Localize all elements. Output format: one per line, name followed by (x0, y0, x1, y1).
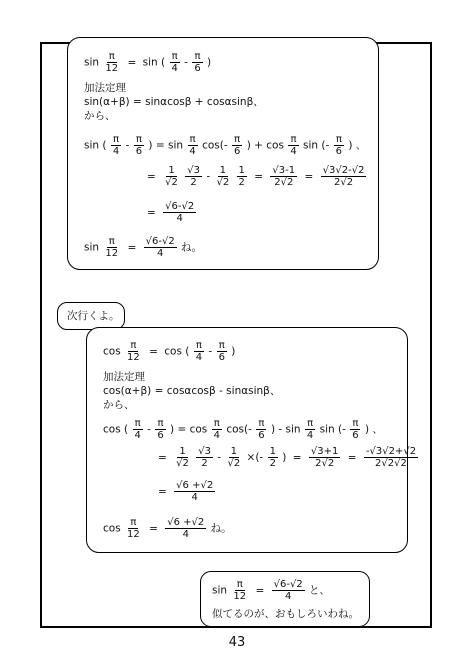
fraction (155, 418, 165, 441)
den: 12 (105, 63, 119, 74)
text: cos(- (202, 139, 228, 152)
text: - (208, 345, 213, 358)
text: ×(- (246, 451, 264, 464)
sin-result-line: sin $\frac{\pi}{12}$ = $\frac{√6-√2}{4}$ ね。 (84, 236, 203, 259)
next-bubble (57, 302, 125, 330)
num: √3√2-√2 (322, 165, 365, 176)
fraction (272, 579, 305, 602)
fraction (237, 165, 247, 188)
cos-derivation-box (86, 327, 417, 553)
den: 6 (335, 146, 343, 157)
text: ) 、 (364, 423, 383, 436)
den: 2√2 (333, 177, 354, 188)
cos-simplified-line: = $\frac{√6 +√2}{4}$ (158, 480, 214, 503)
expansion-line (84, 134, 366, 157)
den: 2√2 (274, 177, 294, 188)
den: 4 (176, 213, 183, 224)
num: √6 +√2 (176, 480, 214, 491)
text: cos ( (103, 423, 129, 436)
text: sin ( (84, 139, 107, 152)
next-text: 次行くよ。 (67, 310, 120, 322)
num: √6-√2 (145, 236, 175, 247)
text: sin (212, 584, 228, 597)
text: ) + cos (246, 139, 284, 152)
num: π (134, 418, 141, 429)
den: √2 (176, 458, 189, 469)
den: 4 (191, 492, 198, 503)
num: π (135, 134, 142, 145)
fraction (364, 446, 418, 469)
text: と、 (309, 584, 331, 597)
fraction (174, 446, 191, 469)
text: ね。 (181, 241, 203, 254)
num: √3+1 (310, 446, 339, 457)
den: 6 (135, 146, 143, 157)
text: sin (84, 241, 100, 254)
addition-theorem-heading-cos: 加法定理 (103, 371, 145, 383)
fraction (144, 236, 177, 259)
den: 4 (284, 591, 292, 602)
text: ) (231, 345, 236, 358)
text: cos(- (226, 423, 252, 436)
cos-numeric-line: = $\frac{1}{√2}$ $\frac{√3}{2}$ - $\frac{1}{√2}$ ×(- $\frac{1}{2}$ ) = $\frac{√3+1}{2√2}$ = $\frac{-√3√2+√2}{2√2√2}$ (158, 446, 417, 469)
den: √2 (216, 177, 230, 188)
num: √3 (187, 165, 200, 176)
fraction (212, 418, 222, 441)
den: 4 (171, 63, 178, 74)
fraction (309, 446, 340, 469)
text: ) - sin (270, 423, 301, 436)
text: - (125, 139, 130, 152)
fraction (192, 51, 202, 74)
num: π (108, 236, 115, 247)
fraction (134, 134, 144, 157)
num: -√3√2+√2 (365, 446, 417, 457)
num: √6 +√2 (167, 517, 205, 528)
text: ) (207, 56, 212, 69)
num: π (258, 418, 265, 429)
den: 2√2√2 (375, 458, 407, 469)
den: 4 (156, 248, 164, 259)
den: 12 (127, 529, 140, 540)
text: cos (103, 522, 121, 535)
den: 12 (105, 248, 119, 259)
num: 1 (230, 446, 237, 457)
num: π (108, 51, 115, 62)
fraction (187, 134, 197, 157)
num: π (213, 418, 220, 429)
den: 2√2 (315, 458, 335, 469)
num: π (236, 579, 243, 590)
num: π (218, 340, 225, 351)
fraction (334, 134, 344, 157)
den: 2 (190, 177, 197, 188)
den: 6 (157, 430, 164, 441)
fraction (225, 446, 242, 469)
text: ) = sin (148, 139, 184, 152)
fraction (103, 51, 120, 74)
fraction (125, 340, 142, 363)
fraction (125, 517, 142, 540)
den: 2 (238, 177, 245, 188)
den: 12 (127, 352, 140, 363)
num: √3 (198, 446, 211, 457)
fraction (232, 134, 242, 157)
comment-box (200, 571, 370, 627)
cos-result-line: cos $\frac{\pi}{12}$ = $\frac{√6 +√2}{4}$ ね。 (103, 517, 232, 540)
text: ) (282, 451, 287, 464)
text: sin (84, 56, 100, 69)
text: - (147, 423, 151, 436)
cos-title-line: cos $\frac{\pi}{12}$ = cos ( $\frac{\pi}{4}$ - $\frac{\pi}{6}$ ) (103, 340, 236, 363)
den: 4 (182, 529, 189, 540)
num: π (130, 340, 137, 351)
den: 4 (134, 430, 141, 441)
den: 2 (269, 458, 276, 469)
kara-text: から、 (84, 110, 116, 122)
num: π (290, 134, 297, 145)
fraction (196, 446, 213, 469)
fraction (321, 165, 367, 188)
fraction (132, 418, 142, 441)
fraction (163, 165, 180, 188)
den: 4 (213, 430, 220, 441)
num: 1 (179, 446, 186, 457)
text: - (206, 170, 211, 183)
num: √6-√2 (273, 579, 303, 590)
numeric-line: = $\frac{1}{√2}$ $\frac{√3}{2}$ - $\frac{1}{√2}$ $\frac{1}{2}$ = $\frac{√3-1}{2√2}$ = $\frac{√3√2-√2}{2√2}$ (147, 165, 365, 188)
num: π (194, 51, 201, 62)
num: π (234, 134, 241, 145)
fraction (288, 134, 298, 157)
text: cos ( (164, 345, 190, 358)
text: - (217, 451, 222, 464)
num: π (130, 517, 137, 528)
comment-line-1: sin $\frac{\pi}{12}$ = $\frac{√6-√2}{4}$ と、 (212, 579, 331, 602)
sin-derivation-box (67, 37, 379, 270)
text: sin (- (319, 423, 346, 436)
num: 1 (238, 165, 245, 176)
num: π (157, 418, 164, 429)
addition-theorem-heading: 加法定理 (84, 82, 126, 94)
fraction (231, 579, 248, 602)
num: π (307, 418, 314, 429)
comment-line-2: 似てるのが、おもしろいわね。 (212, 608, 359, 620)
den: √2 (227, 458, 241, 469)
num: π (189, 134, 196, 145)
num: 1 (269, 446, 276, 457)
den: 2 (201, 458, 208, 469)
fraction (163, 201, 196, 224)
text: sin (- (303, 139, 330, 152)
page-number: 43 (228, 635, 246, 650)
den: 6 (352, 430, 359, 441)
fraction (174, 480, 215, 503)
fraction (165, 517, 206, 540)
num: π (171, 51, 178, 62)
num: 1 (219, 165, 226, 176)
text: - (184, 56, 188, 69)
fraction (185, 165, 202, 188)
addition-theorem-formula-cos: cos(α+β) = cosαcosβ - sinαsinβ、 (103, 385, 281, 397)
den: 4 (112, 146, 120, 157)
fraction (350, 418, 360, 441)
text: sin ( (142, 56, 166, 69)
num: π (335, 134, 342, 145)
num: π (195, 340, 202, 351)
fraction (214, 165, 231, 188)
den: 4 (306, 430, 314, 441)
den: 6 (234, 146, 241, 157)
text: cos (103, 345, 121, 358)
simplified-line: = $\frac{√6-√2}{4}$ (147, 201, 195, 224)
den: 6 (258, 430, 265, 441)
den: 6 (218, 352, 225, 363)
den: √2 (165, 177, 178, 188)
num: π (352, 418, 359, 429)
fraction (217, 340, 227, 363)
den: 12 (233, 591, 247, 602)
text: ね。 (210, 522, 232, 535)
num: √6-√2 (165, 201, 195, 212)
text: ) 、 (348, 139, 367, 152)
fraction (268, 446, 278, 469)
fraction (256, 418, 266, 441)
den: 6 (194, 63, 201, 74)
fraction (169, 51, 179, 74)
den: 4 (195, 352, 203, 363)
num: √3-1 (272, 165, 296, 176)
den: 4 (290, 146, 297, 157)
text: ) = cos (170, 423, 208, 436)
sin-title-line: sin $\frac{\pi}{12}$ = sin ( $\frac{\pi}{4}$ - $\frac{\pi}{6}$ ) (84, 51, 212, 74)
num: π (113, 134, 120, 145)
kara-text-cos: から、 (103, 399, 135, 411)
fraction (103, 236, 120, 259)
fraction (305, 418, 315, 441)
fraction (111, 134, 121, 157)
den: 4 (189, 146, 196, 157)
cos-expansion-line (103, 418, 383, 441)
num: 1 (168, 165, 175, 176)
addition-theorem-formula: sin(α+β) = sinαcosβ + cosαsinβ、 (84, 96, 264, 108)
fraction (194, 340, 204, 363)
fraction (270, 165, 297, 188)
